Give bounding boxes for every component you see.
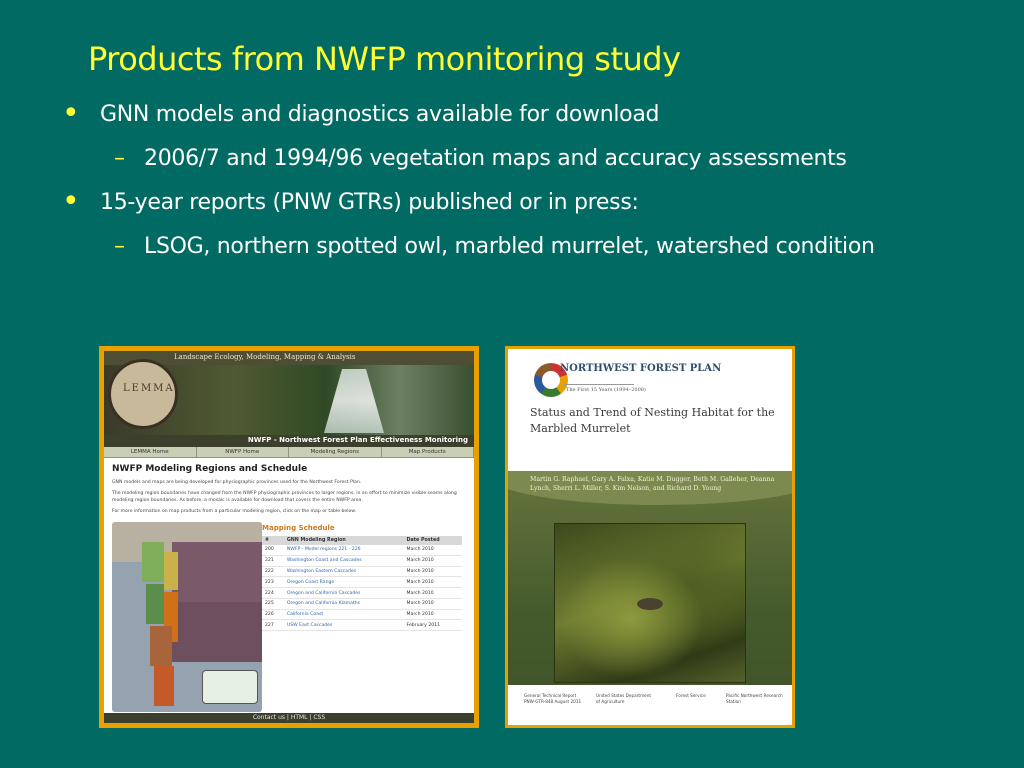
nwfp-logo-subtitle: The First 15 Years (1994–2008) — [566, 387, 646, 393]
bullet-text: 15-year reports (PNW GTRs) published or in press: — [100, 190, 639, 215]
region-link[interactable]: California Coast — [284, 609, 404, 620]
table-cell: March 2010 — [404, 588, 462, 599]
report-number: General Technical Report PNW-GTR-848 August 2011 — [524, 693, 582, 704]
lemma-footer — [104, 713, 474, 723]
region-link[interactable]: USW East Cascades — [284, 620, 404, 631]
region-link[interactable]: Oregon and California Cascades — [284, 588, 404, 599]
region-link[interactable]: Washington Coast and Cascades — [284, 555, 404, 566]
nwfp-banner-title: NWFP - Northwest Forest Plan Effectiveness Monitoring — [247, 436, 468, 444]
bullet-list — [62, 96, 1002, 276]
dash-icon: – — [114, 234, 125, 259]
table-cell: March 2010 — [404, 598, 462, 609]
slide-title: Products from NWFP monitoring study — [88, 40, 681, 78]
sub-bullet-item — [114, 232, 1002, 262]
region-link[interactable]: Washington Eastern Cascades — [284, 566, 404, 577]
schedule-title: Mapping Schedule — [262, 524, 335, 532]
lemma-logo-circle — [108, 359, 178, 429]
map-washington-region — [172, 542, 262, 602]
nav-map-products[interactable]: Map Products — [382, 447, 475, 457]
bullet-dot-icon: • — [62, 96, 80, 131]
page-paragraph: GNN models and maps are being developed for physiographic provinces used for the Northwest Forest Plan. — [112, 480, 362, 485]
nwfp-logo-center — [542, 371, 560, 389]
bullet-item — [62, 184, 1002, 219]
nav-modeling-regions[interactable]: Modeling Regions — [289, 447, 382, 457]
table-row — [262, 609, 462, 620]
map-model-region-222[interactable] — [164, 552, 178, 590]
table-cell: 222 — [262, 566, 284, 577]
table-row — [262, 620, 462, 631]
map-model-region-223[interactable] — [146, 584, 164, 624]
footer-links[interactable]: Contact us | HTML | CSS — [252, 714, 326, 721]
nav-nwfp-home[interactable]: NWFP Home — [197, 447, 290, 457]
lemma-nav — [104, 447, 474, 458]
table-row — [262, 577, 462, 588]
logo-divider — [564, 384, 634, 385]
table-cell: 225 — [262, 598, 284, 609]
murrelet-photo — [554, 523, 746, 683]
col-header: # — [262, 536, 284, 545]
schedule-table — [262, 536, 462, 631]
table-cell: February 2011 — [404, 620, 462, 631]
sub-bullet-text: 2006/7 and 1994/96 vegetation maps and accuracy assessments — [144, 146, 847, 171]
page-paragraph: The modeling region boundaries have changed from the NWFP physiographic provinces to larger regions, in an effort to minimize visible seams along modeling region boundaries. As before, a mosaic is available for download that covers the entire NWFP area. — [112, 491, 457, 503]
table-cell: 227 — [262, 620, 284, 631]
table-row — [262, 545, 462, 555]
table-cell: 223 — [262, 577, 284, 588]
map-model-region-221[interactable] — [142, 542, 164, 582]
table-cell: 226 — [262, 609, 284, 620]
region-link[interactable]: Oregon Coast Range — [284, 577, 404, 588]
nav-lemma-home[interactable]: LEMMA Home — [104, 447, 197, 457]
table-cell: 221 — [262, 555, 284, 566]
report-authors: Martin G. Raphael, Gary A. Falxa, Katie M. Dugger, Beth M. Galleher, Deanna Lynch, Sherri L. Miller, S. Kim Nelson, and Richard D. Young — [530, 476, 775, 492]
col-header: Date Posted — [404, 536, 462, 545]
murrelet-bird — [637, 598, 663, 610]
lemma-page-body — [104, 458, 474, 713]
bullet-item — [62, 96, 1002, 131]
map-oregon-region — [172, 602, 262, 662]
region-link[interactable]: Oregon and California Klamaths — [284, 598, 404, 609]
col-header: GNN Modeling Region — [284, 536, 404, 545]
table-cell: 200 — [262, 545, 284, 555]
bullet-text: GNN models and diagnostics available for download — [100, 102, 660, 127]
table-cell: March 2010 — [404, 577, 462, 588]
region-link[interactable]: NWFP - Model regions 221 - 226 — [284, 545, 404, 555]
table-row — [262, 598, 462, 609]
map-model-region-226[interactable] — [154, 666, 174, 706]
table-row — [262, 555, 462, 566]
usa-inset-map — [202, 670, 258, 704]
table-cell: March 2010 — [404, 566, 462, 577]
page-paragraph: For more information on map products from a particular modeling region, click on the map or table below. — [112, 509, 357, 514]
page-heading: NWFP Modeling Regions and Schedule — [112, 464, 308, 474]
nwfp-logo-name: NORTHWEST FOREST PLAN — [560, 363, 722, 374]
table-cell: March 2010 — [404, 555, 462, 566]
lemma-webpage-screenshot — [99, 346, 479, 728]
waterfall-photo — [324, 369, 384, 433]
pnw-station-text: Pacific Northwest Research Station — [726, 693, 783, 704]
forest-service-text: Forest Service — [676, 693, 706, 698]
lemma-logo: LEMMA — [123, 383, 175, 394]
lemma-banner — [104, 351, 474, 435]
lemma-tagline: Landscape Ecology, Modeling, Mapping & Analysis — [174, 353, 356, 361]
nwfp-title-bar — [104, 435, 474, 447]
report-title: Status and Trend of Nesting Habitat for the Marbled Murrelet — [530, 406, 775, 435]
table-row — [262, 588, 462, 599]
sub-bullet-item — [114, 144, 1002, 174]
table-row — [262, 566, 462, 577]
table-cell: March 2010 — [404, 545, 462, 555]
cover-footer — [508, 685, 792, 725]
table-cell: 224 — [262, 588, 284, 599]
sub-bullet-text: LSOG, northern spotted owl, marbled murrelet, watershed condition — [144, 234, 875, 259]
dash-icon: – — [114, 146, 125, 171]
table-cell: March 2010 — [404, 609, 462, 620]
modeling-region-map[interactable] — [112, 522, 262, 712]
mapping-schedule — [262, 524, 462, 631]
map-model-region-225[interactable] — [150, 626, 172, 666]
bullet-dot-icon: • — [62, 184, 80, 219]
cover-header — [508, 349, 792, 471]
report-cover-thumbnail — [505, 346, 795, 728]
usda-text: United States Department of Agriculture — [596, 693, 652, 704]
